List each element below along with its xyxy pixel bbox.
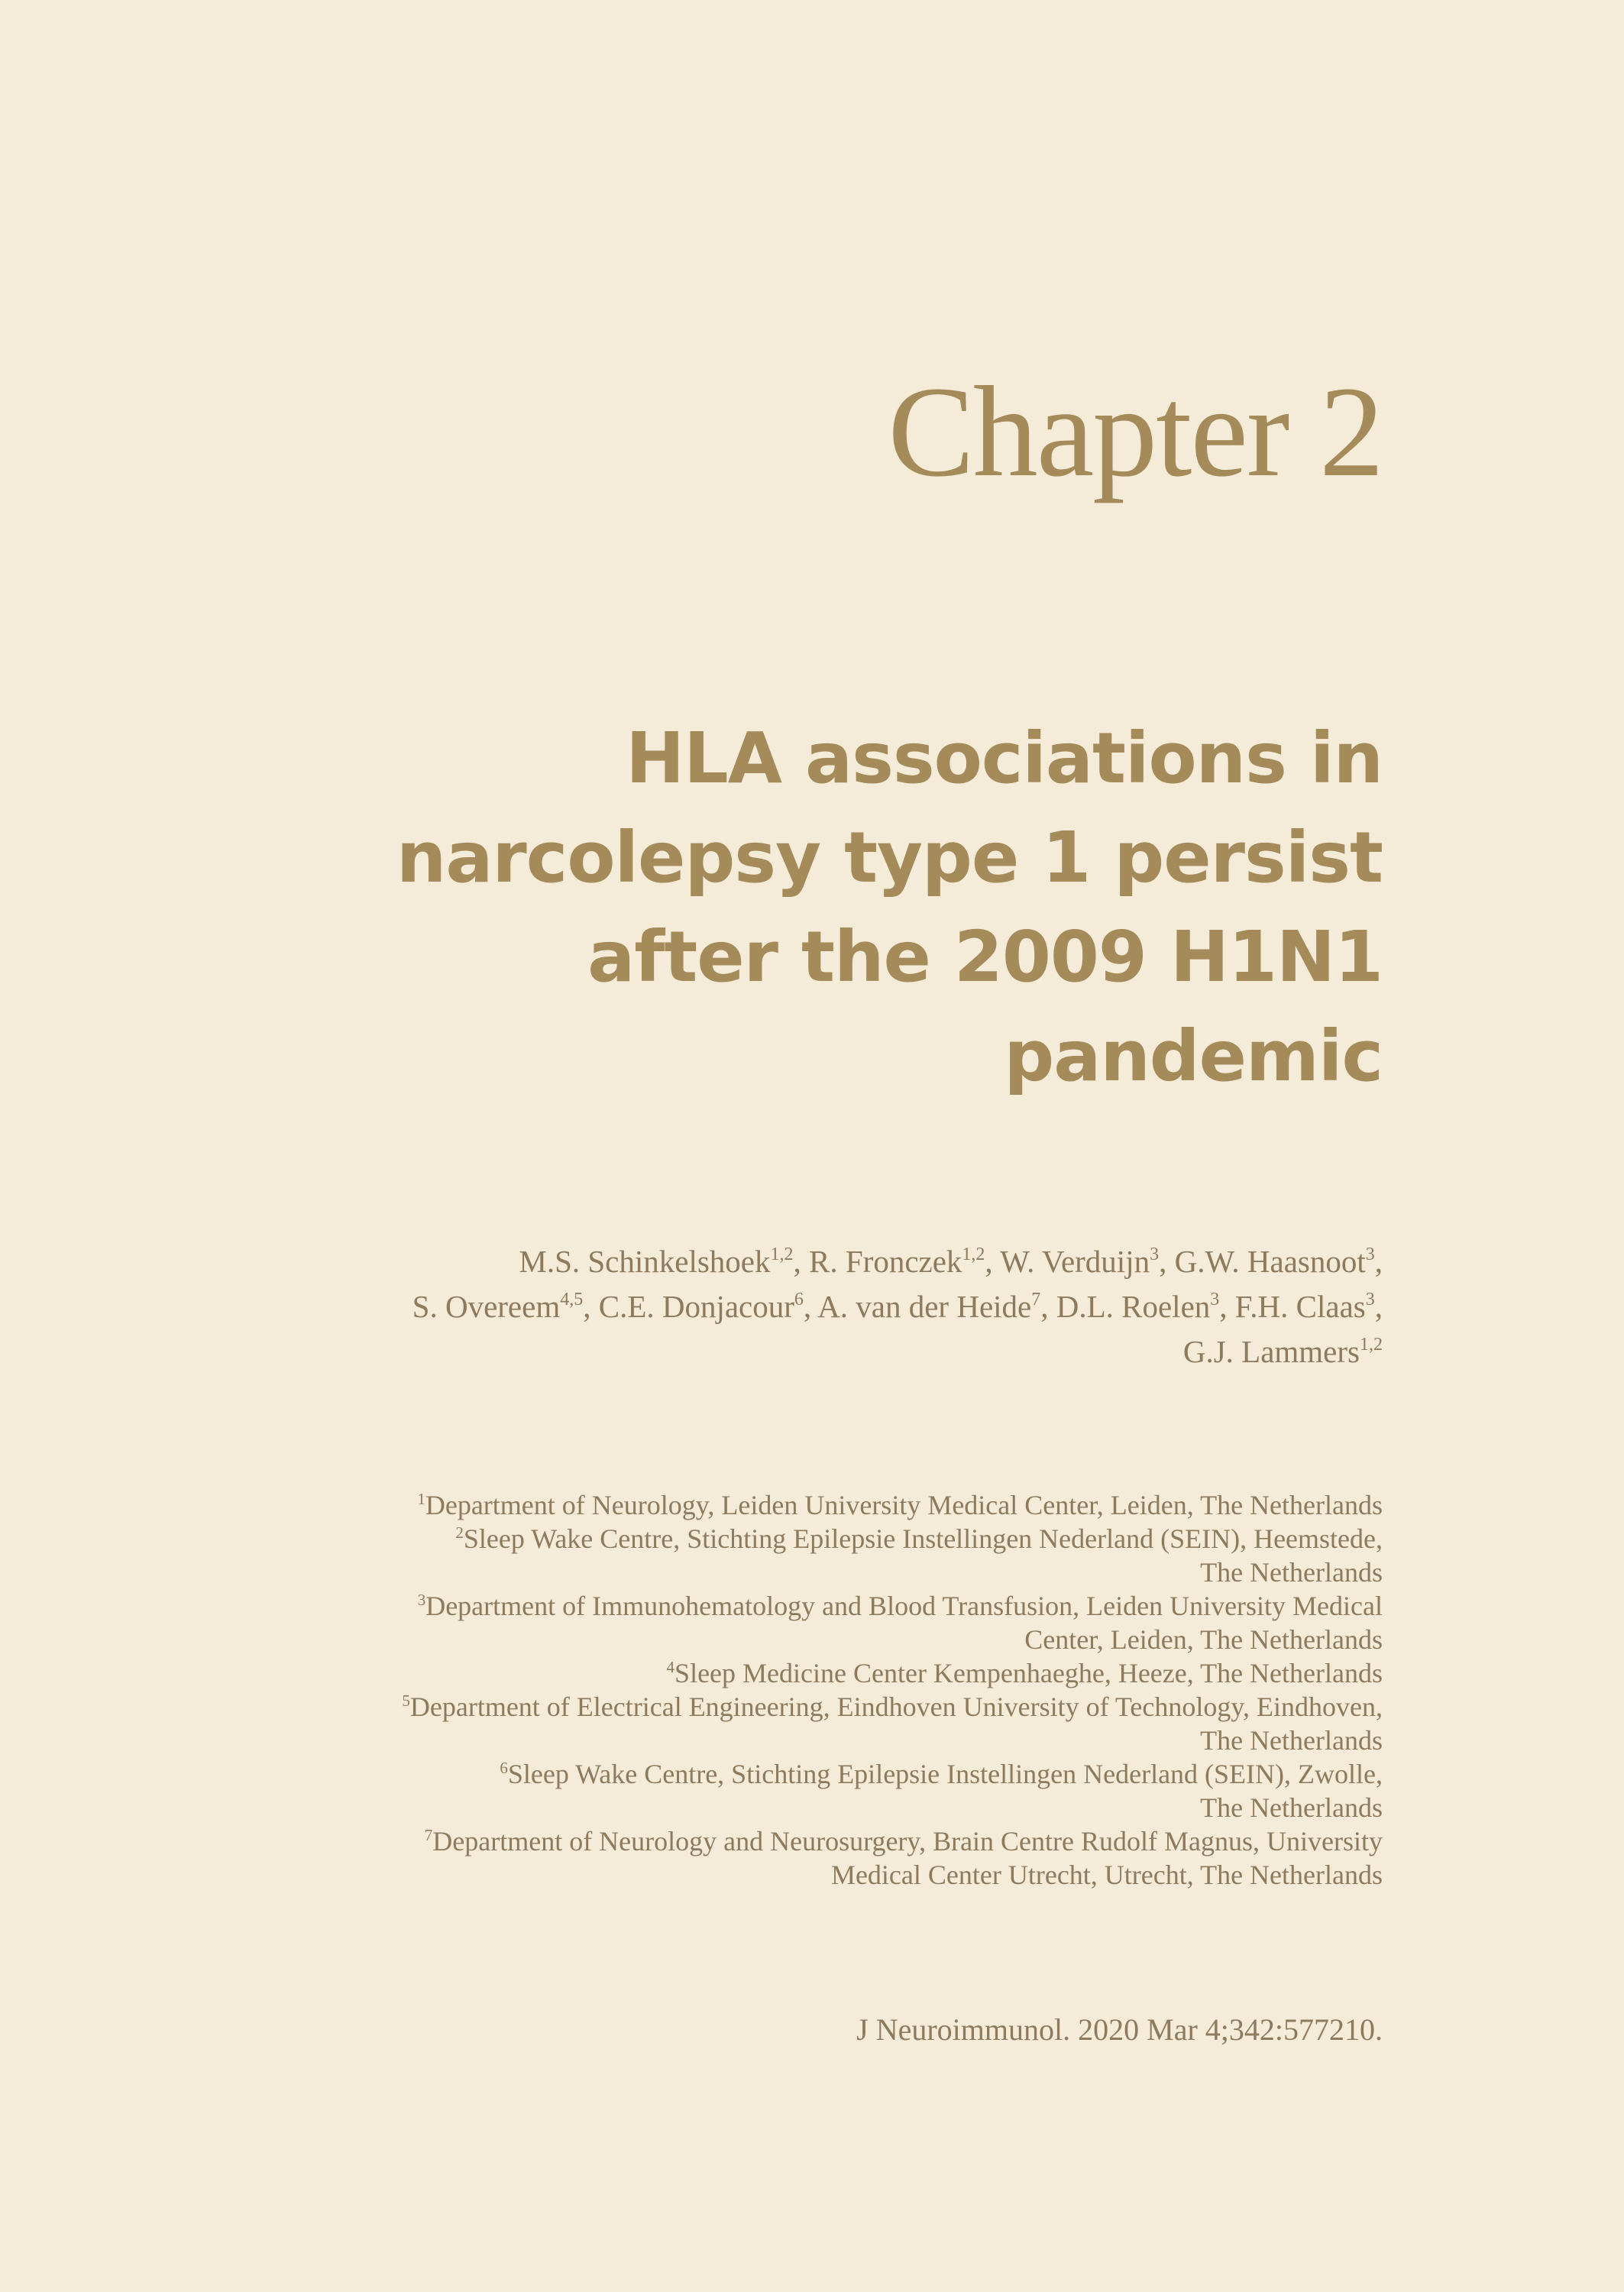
author: G.J. Lammers$^{1,2}$ [1182,1334,1383,1369]
affiliation-5: $^5$Department of Electrical Engineering, Eindhoven University of Technology, Eindhoven, [402,1691,1383,1722]
affiliation-list [160,1488,1383,1892]
author: R. Fronczek$^{1,2}$, [809,1244,1001,1279]
author-affiliation-marker: 3 [1150,1245,1160,1264]
affiliation-7-continued: Medical Center Utrecht, Utrecht, The Netherlands [830,1860,1383,1890]
author-affiliation-marker: 6 [794,1290,804,1309]
author: D.L. Roelen$^3$, [1056,1289,1235,1324]
article-title-line: after the 2009 H1N1 [587,916,1383,998]
affiliation-2-continued: The Netherlands [1200,1557,1383,1588]
affiliation-1: $^1$Department of Neurology, Leiden University Medical Center, Leiden, The Netherlands [417,1490,1383,1520]
article-title-line: HLA associations in [626,717,1383,799]
affiliation-5-continued: The Netherlands [1200,1725,1383,1756]
author: W. Verduijn$^3$, [1000,1244,1175,1279]
author-affiliation-marker: 1,2 [962,1245,985,1264]
author: M.S. Schinkelshoek$^{1,2}$, [519,1244,810,1279]
author-affiliation-marker: 7 [1031,1290,1041,1309]
author-affiliation-marker: 1,2 [770,1245,794,1264]
author-affiliation-marker: 3 [1210,1290,1220,1309]
affiliation-7: $^7$Department of Neurology and Neurosurgery, Brain Centre Rudolf Magnus, University [424,1826,1383,1857]
author-affiliation-marker: 3 [1365,1245,1375,1264]
affiliation-6-continued: The Netherlands [1200,1792,1383,1823]
article-title [237,709,1383,1106]
author-line-2 [8,1284,1383,1329]
author: A. van der Heide$^7$, [817,1289,1056,1324]
article-title-line: pandemic [1004,1015,1383,1097]
affiliation-3-continued: Center, Leiden, The Netherlands [1024,1624,1383,1655]
affiliation-2: $^2$Sleep Wake Centre, Stichting Epilepsie Instellingen Nederland (SEIN), Heemstede, [455,1523,1383,1554]
author-affiliation-marker: 1,2 [1360,1335,1383,1355]
affiliation-6: $^6$Sleep Wake Centre, Stichting Epilepsie Instellingen Nederland (SEIN), Zwolle, [500,1759,1383,1789]
author-line-3 [8,1329,1383,1374]
author-affiliation-marker: 3 [1365,1290,1375,1309]
author-affiliation-marker: 4,5 [560,1290,584,1309]
chapter-heading: Chapter 2 [888,360,1383,503]
affiliation-4: $^4$Sleep Medicine Center Kempenhaeghe, Heeze, The Netherlands [666,1658,1383,1688]
author-line-1 [8,1239,1383,1284]
journal-citation: J Neuroimmunol. 2020 Mar 4;342:577210. [856,2012,1383,2047]
affiliation-3: $^3$Department of Immunohematology and Blood Transfusion, Leiden University Medical [417,1591,1383,1621]
author: F.H. Claas$^3$, [1234,1289,1383,1324]
article-title-line: narcolepsy type 1 persist [396,817,1383,898]
author: G.W. Haasnoot$^3$, [1174,1244,1383,1279]
author: S. Overeem$^{4,5}$, [412,1289,599,1324]
author-list [8,1239,1383,1374]
author: C.E. Donjacour$^6$, [598,1289,818,1324]
